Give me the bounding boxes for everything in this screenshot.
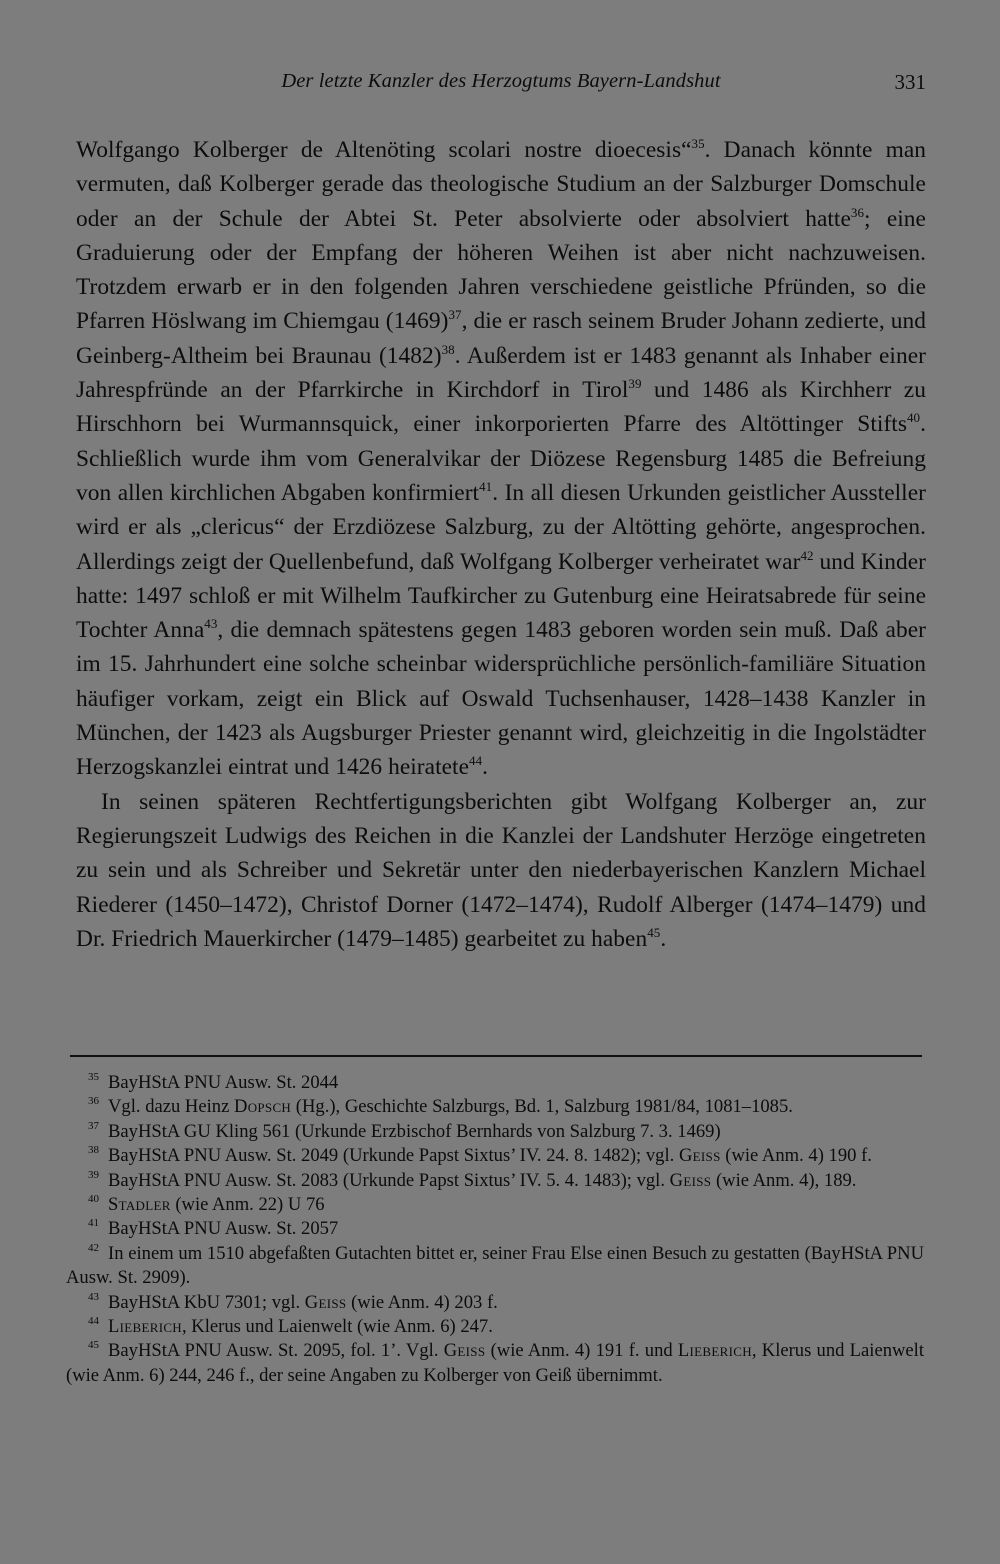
text-run: , Klerus und Laienwelt (wie Anm. 6) 244, 246 f., der seine Angaben zu Kolberger von Geiß übernimmt.: [66, 1340, 925, 1386]
text-run: (Hg.), Geschichte Salzburgs, Bd. 1, Salzburg 1981/84, 1081–1085.: [291, 1096, 793, 1118]
text-run: , die demnach spätestens gegen 1483 geboren worden sein muß. Daß aber im 15. Jahrhundert eine solche scheinbar widersprüchliche persönlich-familiäre Situation häufiger vorkam, zeigt ein Blick auf Oswald Tuchsenhauser, 1428–1438 Kanzler in München, der 1423 als Augsburger Priester genannt wird, gleichzeitig in die Ingolstädter Herzogskanzlei eintrat und 1426 heiratete: [76, 617, 926, 781]
footnote: 35 BayHStA PNU Ausw. St. 2044: [88, 1071, 339, 1093]
text-run: , Klerus und Laienwelt (wie Anm. 6) 247.: [182, 1316, 493, 1338]
footnote: 42 In einem um 1510 abgefaßten Gutachten bittet er, seiner Frau Else einen Besuch zu gestatten (BayHStA PNU Ausw. St. 2909).: [66, 1241, 924, 1289]
text-run: . Schließlich wurde ihm vom Generalvikar der Diözese Regensburg 1485 die Befreiung von allen kirchlichen Abgaben konfirmiert: [76, 411, 926, 506]
footnote-reference: 45: [647, 924, 661, 940]
running-title: Der letzte Kanzler des Herzogtums Bayern-Landshut: [281, 70, 721, 92]
footnote: 36 Vgl. dazu Heinz Dopsch (Hg.), Geschichte Salzburgs, Bd. 1, Salzburg 1981/84, 1081–1085.: [88, 1095, 793, 1118]
footnote: 38 BayHStA PNU Ausw. St. 2049 (Urkunde Papst Sixtus’ IV. 24. 8. 1482); vgl. Geiss (wie Anm. 4) 190 f.: [88, 1144, 872, 1167]
footnote-reference: 41: [479, 478, 493, 494]
author-name: Geiss: [443, 1340, 486, 1362]
footnote: 45 BayHStA PNU Ausw. St. 2095, fol. 1’. Vgl. Geiss (wie Anm. 4) 191 f. und Lieberich, Klerus und Laienwelt (wie Anm. 6) 244, 246 f., der seine Angaben zu Kolberger von Geiß übernimmt.: [66, 1339, 925, 1386]
text-run: und 1486 als Kirchherr zu Hirschhorn bei Wurmannsquick, einer inkorporierten Pfarre des Altöttinger Stifts: [76, 377, 926, 438]
text-run: ; eine Graduierung oder der Empfang der höheren Weihen ist aber nicht nachzuweisen. Trotzdem erwarb er in den folgenden Jahren verschiedene geistliche Pfründen, so die Pfarren Höslwang im Chiemgau (1469): [76, 205, 926, 335]
text-run: BayHStA GU Kling 561 (Urkunde Erzbischof Bernhards von Salzburg 7. 3. 1469): [108, 1120, 721, 1142]
text-run: und Kinder hatte: 1497 schloß er mit Wilhelm Taufkircher zu Gutenburg eine Heiratsabrede für seine Tochter Anna: [76, 548, 926, 644]
text-run: Wolfgango Kolberger de Altenöting scolari nostre dioecesis“: [76, 137, 692, 163]
text-run: . In all diesen Urkunden geistlicher Aussteller wird er als „clericus“ der Erzdiözese Salzburg, zu der Altötting gehörte, angesprochen. Allerdings zeigt der Quellenbefund, daß Wolfgang Kolberger verheiratet war: [76, 479, 926, 575]
text-run: (wie Anm. 4) 191 f. und: [485, 1340, 678, 1362]
footnote-separator: [70, 1055, 922, 1057]
text-run: (wie Anm. 4), 189.: [711, 1169, 857, 1191]
text-run: BayHStA PNU Ausw. St. 2057: [108, 1218, 339, 1240]
text-run: .: [482, 754, 489, 781]
footnote: 44 Lieberich, Klerus und Laienwelt (wie Anm. 6) 247.: [88, 1315, 493, 1338]
page-number: 331: [894, 70, 926, 94]
footnote-reference: 37: [448, 307, 462, 323]
author-name: Stadler: [108, 1194, 171, 1216]
author-name: Geiss: [678, 1145, 721, 1167]
author-name: Lieberich: [677, 1340, 752, 1362]
footnote-reference: 35: [691, 136, 705, 151]
text-run: . Außerdem ist er 1483 genannt als Inhaber einer Jahrespfründe an der Pfarrkirche in Kirchdorf in Tirol: [76, 342, 926, 404]
text-run: In seinen späteren Rechtfertigungsberichten gibt Wolfgang Kolberger an, zur Regierungszeit Ludwigs des Reichen in die Kanzlei der Landshuter Herzöge eingetreten zu sein und als Schreiber und Sekretär unter den niederbayerischen Kanzlern Michael Riederer (1450–1472), Christof Dorner (1472–1474), Rudolf Alberger (1474–1479) und Dr. Friedrich Mauerkircher (1479–1485) gearbeitet zu haben: [76, 788, 926, 952]
text-run: (wie Anm. 4) 190 f.: [720, 1145, 872, 1167]
paragraph: [76, 785, 926, 956]
text-run: . Danach könnte man vermuten, daß Kolberger gerade das theologische Studium an der Salzburger Domschule oder an der Schule der Abtei St. Peter absolvierte oder absolviert hatte: [76, 137, 927, 232]
main-text: [76, 133, 926, 956]
text-run: (wie Anm. 4) 203 f.: [346, 1291, 498, 1313]
footnote: 43 BayHStA KbU 7301; vgl. Geiss (wie Anm. 4) 203 f.: [88, 1290, 498, 1313]
paragraph: [76, 133, 926, 785]
footnote-reference: 40: [906, 410, 921, 426]
footnote-reference: 36: [850, 204, 865, 220]
page-header: [76, 68, 926, 98]
text-run: .: [660, 925, 667, 952]
footnote-reference: 39: [628, 376, 642, 392]
text-run: (wie Anm. 22) U 76: [170, 1194, 325, 1216]
text-run: BayHStA KbU 7301; vgl.: [108, 1291, 305, 1313]
text-run: BayHStA PNU Ausw. St. 2049 (Urkunde Papst Sixtus’ IV. 24. 8. 1482); vgl.: [108, 1145, 679, 1167]
text-run: Vgl. dazu Heinz: [108, 1096, 234, 1118]
text-run: BayHStA PNU Ausw. St. 2044: [108, 1072, 339, 1093]
text-run: BayHStA PNU Ausw. St. 2095, fol. 1’. Vgl.: [108, 1340, 444, 1362]
footnote: 39 BayHStA PNU Ausw. St. 2083 (Urkunde Papst Sixtus’ IV. 5. 4. 1483); vgl. Geiss (wie Anm. 4), 189.: [88, 1168, 857, 1191]
author-name: Dopsch: [233, 1096, 292, 1118]
author-name: Lieberich: [108, 1316, 182, 1338]
footnote: 40 Stadler (wie Anm. 22) U 76: [88, 1193, 325, 1216]
text-run: In einem um 1510 abgefaßten Gutachten bittet er, seiner Frau Else einen Besuch zu gestatten (BayHStA PNU Ausw. St. 2909).: [66, 1242, 924, 1289]
text-run: BayHStA PNU Ausw. St. 2083 (Urkunde Papst Sixtus’ IV. 5. 4. 1483); vgl.: [108, 1169, 670, 1191]
footnote-reference: 38: [441, 341, 455, 357]
footnote-reference: 42: [800, 547, 814, 563]
footnotes: [66, 1071, 924, 1388]
text-run: , die er rasch seinem Bruder Johann zedierte, und Geinberg-Altheim bei Braunau (1482): [76, 308, 926, 369]
footnote: 41 BayHStA PNU Ausw. St. 2057: [88, 1217, 339, 1240]
footnote: 37 BayHStA GU Kling 561 (Urkunde Erzbischof Bernhards von Salzburg 7. 3. 1469): [88, 1119, 721, 1142]
author-name: Geiss: [669, 1169, 712, 1191]
footnote-reference: 43: [204, 616, 218, 632]
author-name: Geiss: [304, 1291, 347, 1313]
footnote-reference: 44: [469, 753, 483, 769]
